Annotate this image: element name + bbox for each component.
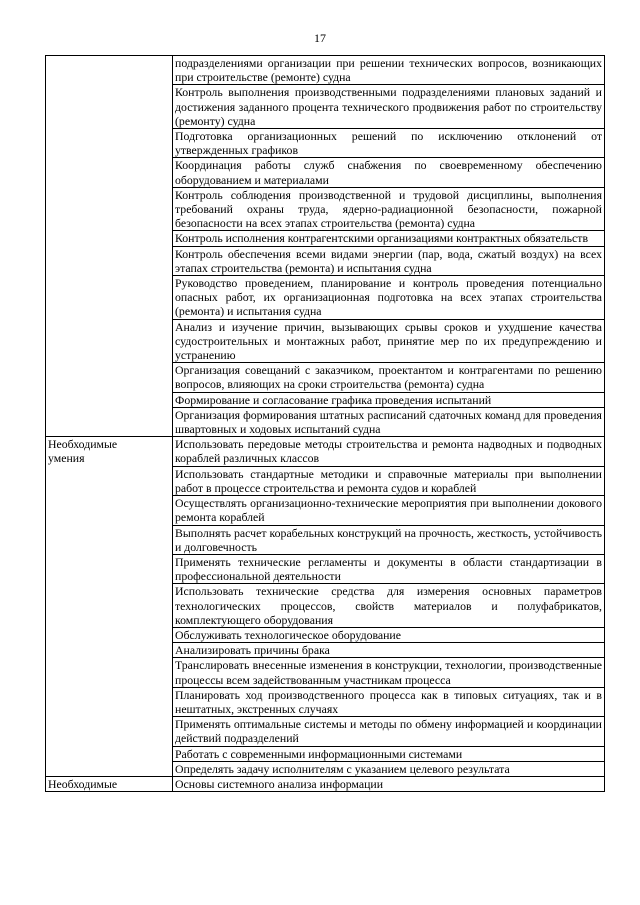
requirement-item: Осуществлять организационно-технические мероприятия при выполнении докового ремонта кораблей [173, 496, 605, 525]
requirement-item: Контроль обеспечения всеми видами энергии (пар, вода, сжатый воздух) на всех этапах строительства (ремонта) и испытания судна [173, 246, 605, 275]
table-row [46, 56, 605, 85]
requirement-item: Координация работы служб снабжения по своевременному обеспечению оборудованием и материалами [173, 158, 605, 187]
requirement-item: Определять задачу исполнителям с указанием целевого результата [173, 761, 605, 776]
section-label-cell [46, 437, 173, 777]
requirement-item: Организация совещаний с заказчиком, проектантом и контрагентами по решению вопросов, влияющих на сроки строительства (ремонта) судна [173, 363, 605, 392]
requirement-item: Транслировать внесенные изменения в конструкции, технологии, производственные процессы всем задействованным участникам процесса [173, 658, 605, 687]
requirement-item: Обслуживать технологическое оборудование [173, 627, 605, 642]
requirement-item: Контроль выполнения производственными подразделениями плановых заданий и достижения заданного процента технического продвижения работ по строительству (ремонту) судна [173, 85, 605, 129]
requirement-item: Организация формирования штатных расписаний сдаточных команд для проведения швартовных и ходовых испытаний судна [173, 407, 605, 436]
requirement-item: Планировать ход производственного процесса как в типовых ситуациях, так и в нештатных, экстренных случаях [173, 687, 605, 716]
requirement-item: Основы системного анализа информации [173, 776, 605, 791]
requirement-item: Формирование и согласование графика проведения испытаний [173, 392, 605, 407]
table-body [46, 56, 605, 792]
requirement-item: Использовать технические средства для измерения основных параметров технологических процессов, свойств материалов и полуфабрикатов, комплектующего оборудования [173, 584, 605, 628]
requirement-item: Работать с современными информационными системами [173, 746, 605, 761]
requirement-item: Контроль соблюдения производственной и трудовой дисциплины, выполнения требований охраны труда, ядерно-радиационной безопасности, пожарной безопасности на всех этапах строительства (ремонта) судна [173, 187, 605, 231]
table-row [46, 776, 605, 791]
requirement-item: Анализ и изучение причин, вызывающих срывы сроков и ухудшение качества судостроительных и монтажных работ, принятие мер по их предупреждению и устранению [173, 319, 605, 363]
requirement-item: Контроль исполнения контрагентскими организациями контрактных обязательств [173, 231, 605, 246]
requirements-table [45, 55, 605, 792]
section-label-cell [46, 776, 173, 791]
requirement-item: Руководство проведением, планирование и контроль проведения потенциально опасных работ, их организационная подготовка на всех этапах строительства (ремонта) и испытания судна [173, 276, 605, 320]
requirement-item: Применять технические регламенты и документы в области стандартизации в профессиональной деятельности [173, 554, 605, 583]
requirement-item: Выполнять расчет корабельных конструкций на прочность, жесткость, устойчивость и долговечность [173, 525, 605, 554]
page-number: 17 [314, 31, 326, 45]
requirement-item: Подготовка организационных решений по исключению отклонений от утвержденных графиков [173, 129, 605, 158]
requirement-item: Использовать стандартные методики и справочные материалы при выполнении работ в процессе строительства и ремонта судов и кораблей [173, 466, 605, 495]
requirement-item: Использовать передовые методы строительства и ремонта надводных и подводных кораблей различных классов [173, 437, 605, 466]
section-label-line: Необходимые [48, 437, 118, 452]
section-label-line: умения [48, 451, 85, 466]
section-label-line: Необходимые [48, 776, 118, 791]
requirement-item: Анализировать причины брака [173, 643, 605, 658]
requirement-item: подразделениями организации при решении технических вопросов, возникающих при строительстве (ремонте) судна [173, 56, 605, 85]
section-label-cell [46, 56, 173, 437]
requirement-item: Применять оптимальные системы и методы по обмену информацией и координации действий подразделений [173, 717, 605, 746]
table-row [46, 437, 605, 466]
